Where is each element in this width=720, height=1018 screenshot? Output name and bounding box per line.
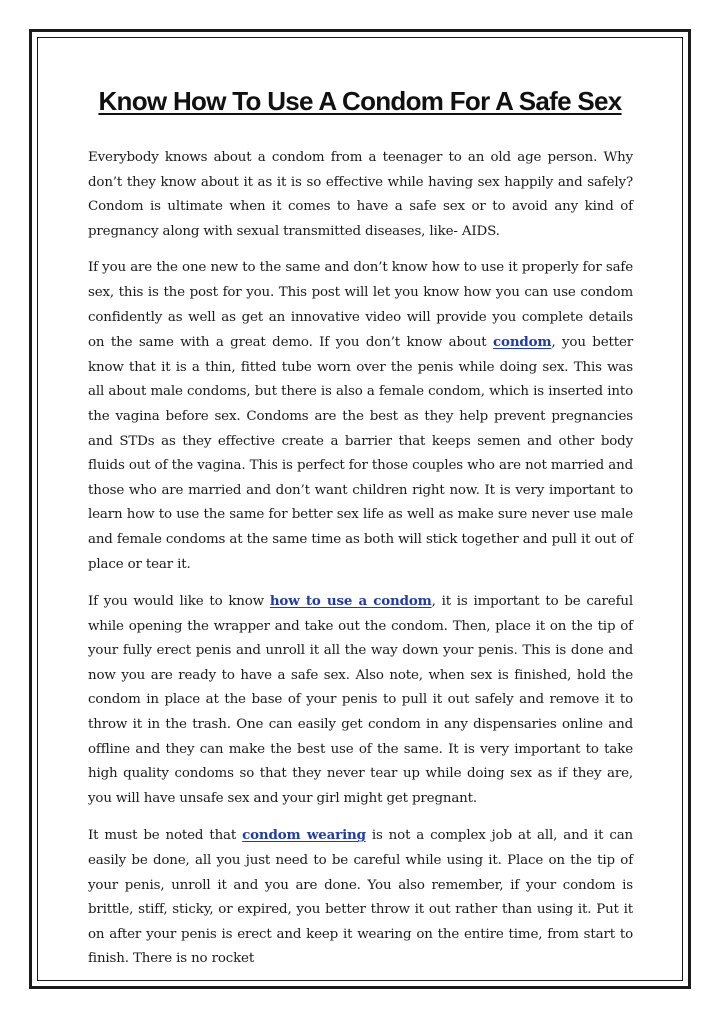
condom-link[interactable]: condom (493, 334, 552, 351)
paragraph-2-text-before: If you are the one new to the same and don’t know how to use it properly for safe sex, this is the post for you. This post will let you know how you can use condom confidently as well as get an innovative video will provide you complete details on the same with a great demo. If you don’t know about (88, 260, 633, 351)
paragraph-3-text-after: , it is important to be careful while opening the wrapper and take out the condom. Then, place it on the tip of your fully erect penis and unroll it all the way down your penis. This is done and now you are ready to have a safe sex. Also note, when sex is finished, hold the condom in place at the base of your penis to pull it out safely and remove it to throw it in the trash. One can easily get condom in any dispensaries online and offline and they can make the best use of the same. It is very important to take high quality condoms so that they never tear up while doing sex as if they are, you will have unsafe sex and your girl might get pregnant. (88, 594, 633, 806)
condom-wearing-link[interactable]: condom wearing (242, 827, 366, 844)
paragraph-4-text-after: is not a complex job at all, and it can easily be done, all you just need to be careful while using it. Place on the tip of your penis, unroll it and you are done. You also remember, if your condom is brittle, stiff, sticky, or expired, you better throw it out rather than using it. Put it on after your penis is erect and keep it wearing on the entire time, from start to finish. There is no rocket (88, 828, 633, 967)
paragraph-3 (88, 589, 633, 811)
paragraph-2-text-after: , you better know that it is a thin, fitted tube worn over the penis while doing sex. This was all about male condoms, but there is also a female condom, which is inserted into the vagina before sex. Condoms are the best as they help prevent pregnancies and STDs as they effective create a barrier that keeps semen and other body fluids out of the vagina. This is perfect for those couples who are not married and those who are married and don’t want children right now. It is very important to learn how to use the same for better sex life as well as make sure never use male and female condoms at the same time as both will stick together and pull it out of place or tear it. (88, 335, 633, 572)
paragraph-3-text-before: If you would like to know (88, 594, 270, 610)
paragraph-2 (88, 256, 633, 577)
paragraph-1: Everybody knows about a condom from a teenager to an old age person. Why don’t they know about it as it is so effective while having sex happily and safely? Condom is ultimate when it comes to have a safe sex or to avoid any kind of pregnancy along with sexual transmitted diseases, like- AIDS. (88, 150, 633, 239)
how-to-use-a-condom-link[interactable]: how to use a condom (269, 593, 432, 610)
document-body (88, 146, 633, 984)
document-title: Know How To Use A Condom For A Safe Sex (98, 86, 622, 116)
paragraph-4-text-before: It must be noted that (88, 828, 243, 844)
paragraph-4 (88, 823, 633, 972)
